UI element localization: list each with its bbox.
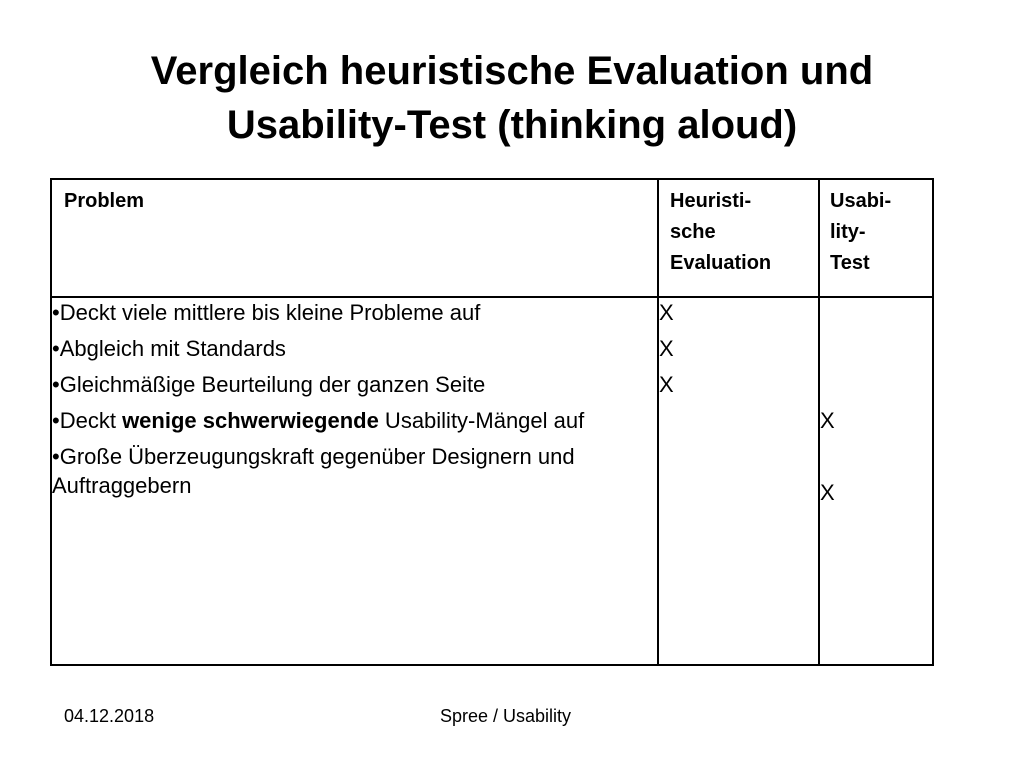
heuristic-marks	[658, 297, 819, 665]
usability-marks	[819, 297, 933, 665]
header-heuristic-evaluation: Heuristi- sche Evaluation	[658, 179, 819, 297]
header-problem: Problem	[51, 179, 658, 297]
problem-list	[51, 297, 658, 665]
usability-mark: X	[820, 480, 835, 505]
slide-title-line-2: Usability-Test (thinking aloud)	[226, 103, 798, 147]
usability-mark: X	[820, 408, 835, 433]
problem-item: •Gleichmäßige Beurteilung der ganzen Seite	[52, 372, 486, 397]
footer-title: Spree / Usability	[440, 706, 572, 726]
problem-item: •Abgleich mit Standards	[52, 336, 286, 361]
table-body-row	[51, 297, 933, 665]
problem-item: •Große Überzeugungskraft gegenüber Designern und Auftraggebern	[52, 444, 575, 498]
problem-item: •Deckt wenige schwerwiegende Usability-Mängel auf	[52, 408, 585, 433]
heuristic-mark: X	[659, 372, 674, 397]
slide-title	[0, 44, 1024, 152]
header-usability-test: Usabi- lity- Test	[819, 179, 933, 297]
table-header-row	[51, 179, 933, 297]
heuristic-mark: X	[659, 336, 674, 361]
slide-title-line-1: Vergleich heuristische Evaluation und	[150, 49, 874, 93]
comparison-table	[50, 178, 934, 666]
footer-date: 04.12.2018	[64, 706, 155, 726]
heuristic-mark: X	[659, 300, 674, 325]
problem-item: •Deckt viele mittlere bis kleine Probleme auf	[52, 300, 481, 325]
